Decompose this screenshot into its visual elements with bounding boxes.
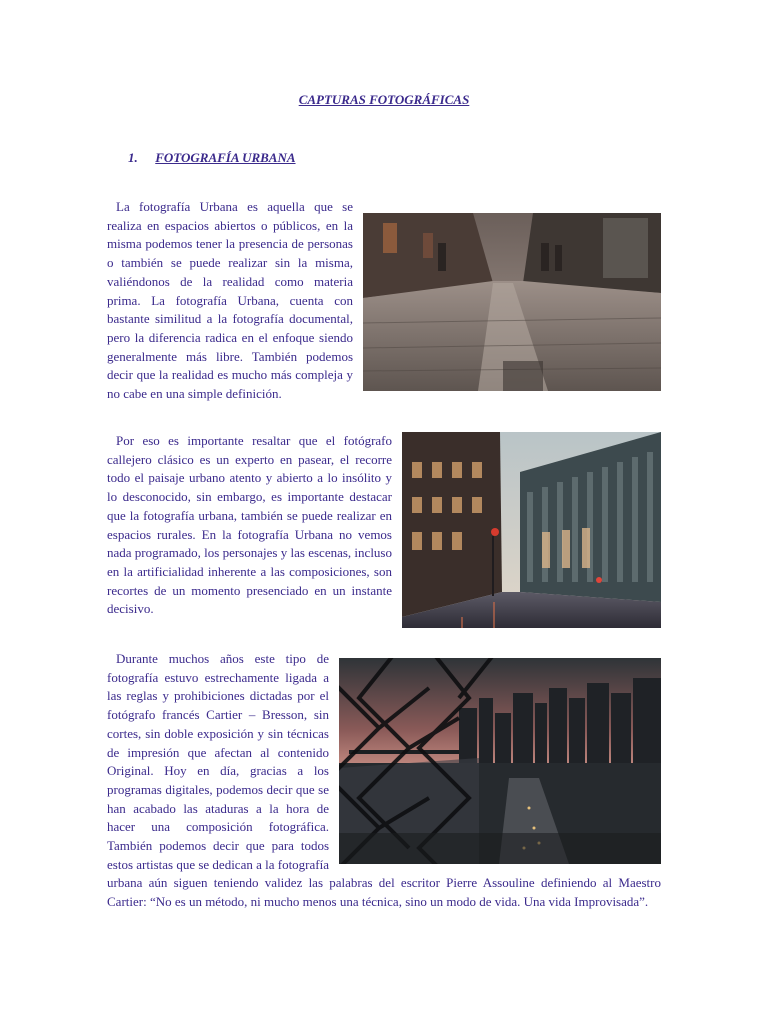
paragraph-1: La fotografía Urbana es aquella que se realiza en espacios abiertos o públicos, en la misma podemos tener la presencia de personas o también se puede realizar sin la misma, valiéndonos de la realidad como materia prima. La fotografía Urbana, cuenta con bastante similitud a la fotografía documental, pero la diferencia radica en el enfoque siendo generalmente más libre. También podemos decir que la realidad es mucho más compleja y no cabe en una simple definición. [107,199,353,402]
document-title: CAPTURAS FOTOGRÁFICAS [298,92,470,107]
section-title: FOTOGRAFÍA URBANA [155,150,296,165]
paragraph-3-text: Durante muchos años este tipo de fotografía estuvo estrechamente ligada a las reglas y prohibiciones dictadas por el fotógrafo francés Cartier – Bresson, sin cortes, sin doble exposición y sin técnicas de impresión que afectan al contenido Original. Hoy en día, gracias a los programas digitales, podemos decir que se han acabado las ataduras a la hora de hacer una composición fotográfica. También podemos decir que para todos estos artistas que se dedican a la fotografía urbana aún siguen teniendo validez las palabras del escritor Pierre Assouline definiendo al Maestro Cartier: “No es un método, ni mucho menos una técnica, sino un modo de vida. Una vida Improvisada”. [107,651,661,910]
chainlink-skyline-photo [339,658,661,864]
city-buildings-photo [402,432,661,628]
paragraph-3 [107,650,661,912]
paragraph-2: Por eso es importante resaltar que el fotógrafo callejero clásico es un experto en pasear, el recorre todo el paisaje urbano atento y abierto a lo insólito y lo desconocido, sin embargo, es importante destacar que la fotografía urbana, también se puede realizar en espacios rurales. En la fotografía Urbana no vemos nada programado, los personajes y las escenas, incluso en la artificialidad inherente a las composiciones, son recortes de un momento presenciado en un instante decisivo. [107,433,392,617]
section-heading [128,150,296,166]
section-number: 1. [128,150,138,165]
urban-street-photo [363,213,661,391]
